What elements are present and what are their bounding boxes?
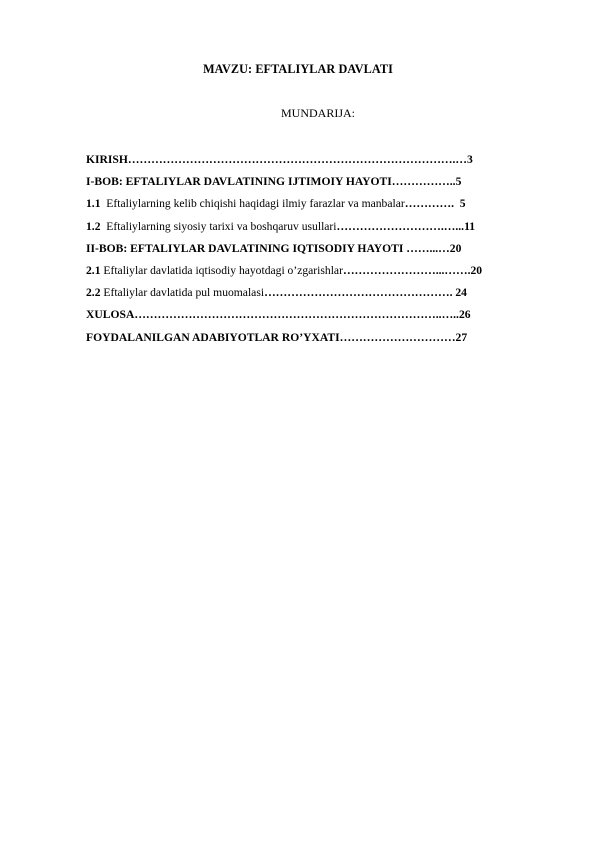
toc-entry-label: II-BOB: EFTALIYLAR DAVLATINING IQTISODIY HAYOTI xyxy=(86,241,407,255)
toc-entry-label: FOYDALANILGAN ADABIYOTLAR RO’YXATI xyxy=(86,330,340,344)
toc-entry-references xyxy=(86,331,556,353)
toc-entry-leader: …………………………27 xyxy=(339,330,468,344)
toc-entry-number: 2.1 xyxy=(86,263,101,277)
toc-entry-leader: ……………..5 xyxy=(391,175,462,189)
toc-entry-leader: ……………………….…...11 xyxy=(336,219,476,233)
toc-entry-label: KIRISH xyxy=(86,153,128,166)
toc-entry-label: Eftaliylarning siyosiy tarixi va boshqaruv usullari xyxy=(100,219,337,233)
toc-entry-leader: ……...…20 xyxy=(406,241,462,255)
toc-entry-leader: ……………………...…….20 xyxy=(342,263,483,277)
toc-entry-2-2 xyxy=(86,286,556,308)
toc-entry-number: 1.2 xyxy=(86,219,101,233)
toc-entry-1-2 xyxy=(86,220,556,242)
toc-entry-chapter-2 xyxy=(86,242,556,264)
toc-entry-label: Eftaliylar davlatida iqtisodiy hayotdagi o’zgarishlar xyxy=(100,263,343,277)
toc-entry-1-1 xyxy=(86,197,556,219)
toc-entry-label: Eftaliylarning kelib chiqishi haqidagi ilmiy farazlar va manbalar xyxy=(100,197,405,211)
toc-entry-chapter-1 xyxy=(86,175,556,197)
toc-entry-leader: ……………………………………………………………………..…..26 xyxy=(134,308,471,322)
toc-entry-label: I-BOB: EFTALIYLAR DAVLATINING IJTIMOIY HAYOTI xyxy=(86,175,392,189)
toc-entry-kirish xyxy=(86,153,556,175)
toc-entry-label: Eftaliylar davlatida pul muomalasi xyxy=(100,286,265,300)
toc-entry-leader: …………………………………………. 24 xyxy=(264,286,467,300)
table-of-contents xyxy=(86,153,556,353)
toc-entry-number: 1.1 xyxy=(86,197,101,211)
toc-entry-leader: ………………………………………………………………………….…3 xyxy=(127,153,473,166)
toc-entry-2-1 xyxy=(86,264,556,286)
toc-entry-number: 2.2 xyxy=(86,286,101,300)
toc-entry-leader: …………. 5 xyxy=(404,197,466,211)
contents-heading: MUNDARIJA: xyxy=(280,106,355,120)
toc-entry-xulosa xyxy=(86,308,556,330)
toc-entry-label: XULOSA xyxy=(86,308,135,322)
document-title: MAVZU: EFTALIYLAR DAVLATI xyxy=(203,62,393,76)
